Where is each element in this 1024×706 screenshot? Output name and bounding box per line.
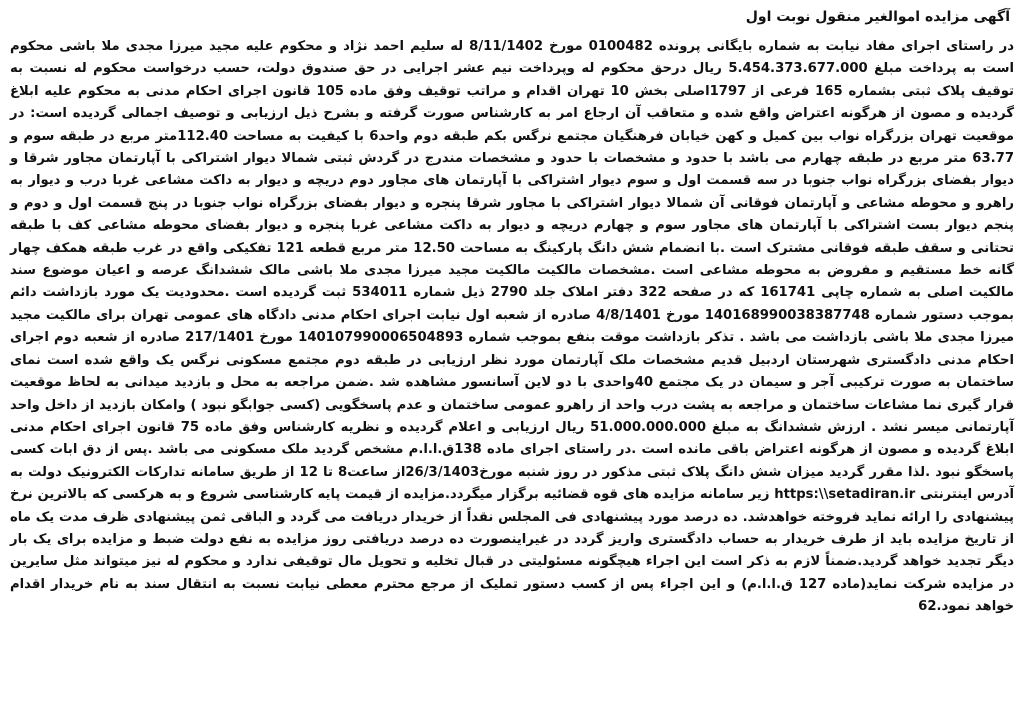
notice-title: آگهی مزایده اموالغیر منقول نوبت اول [745, 9, 1010, 25]
notice-body: در راستای اجرای مفاد نیابت به شماره بایگانی پرونده 0100482 مورخ 8/11/1402 له سلیم احمد نژاد و محکوم علیه مجید میرزا مجدی ملا باشی محکوم است به پرداخت مبلغ 5.454.373.677.000 ریال درحق محکوم له وپرداخت نیم عشر اجرایی در حق صندوق دولت، حسب درخواست محکوم له نسبت به توقیف پلاک ثبتی بشماره 165 فرعی از 1797اصلی بخش 10 تهران اقدام و مراتب توقیف وفق ماده 105 قانون اجرای احکام مدنی به محکوم علیه ابلاغ گردیده و مصون از هرگونه اعتراض واقع شده و متعاقب آن ارجاع امر به کارشناس صورت گرفته و بشرح ذیل ارزیابی و توصیف اجمالی گردیده است: در موقعیت تهران بزرگراه نواب بین کمیل و کهن خیابان فرهنگیان مجتمع نرگس بکم طبقه دوم واحد6 با کیفیت به مساحت 112.40متر مربع در طبقه سوم و 63.77 متر مربع در طبقه چهارم می باشد با حدود و مشخصات با حدود و مشخصات مندرج در گردش ثبتی شمالا دیوار اشتراکی با آپارتمان مجاور شرقا و دیوار بفضای بزرگراه نواب جنوبا در سه قسمت اول و سوم دیوار اشتراکی با آپارتمان های مجاور دوم دریچه و دیوار به داکت مشاعی غربا درب و دیوار به راهرو و محوطه مشاعی و آپارتمان فوقانی آن شمالا دیوار اشتراکی با مجاور شرقا پنجره و دیوار بفضای بزرگراه نواب جنوبا در پنج قسمت اول و دوم و پنجم دیوار بست اشتراکی با آپارتمان های مجاور سوم و چهارم دریچه و دیوار به داکت مشاعی غربا پنجره و دیوار بفضای محوطه مشاعی کف با طبقه تحتانی و سقف طبقه فوقانی مشترک است .با انضمام شش دانگ پارکینگ به مساحت 12.50 متر مربع قطعه 121 تفکیکی واقع در غرب طبقه همکف چهار گانه خط مستقیم و مفروض به محوطه مشاعی است .مشخصات مالکیت مالکیت مجید میرزا مجدی ملا باشی مالک ششدانگ عرصه و اعیان موضوع سند مالکیت اصلی به شماره چاپی 161741 که در صفحه 322 دفتر املاک جلد 2790 ذیل شماره 534011 ثبت گردیده است .محدودیت یک مورد بازداشت دائم بموجب دستور شماره 140168990038387748 مورخ 4/8/1401 صادره از شعبه اول نیابت اجرای احکام مدنی دادگاه های عمومی تهران برای مالکیت مجید میرزا مجدی ملا باشی بازداشت می باشد . تذکر بازداشت موقت بنفع بموجب شماره 140107990006504893 مورخ 217/1401 صادره از شعبه دوم اجرای احکام مدنی دادگستری شهرستان اردبیل قدیم مشخصات ملک آپارتمان مورد نظر ارزیابی در طبقه دوم مجتمع مسکونی نرگس یک واقع شده است نمای ساختمان به صورت ترکیبی آجر و سیمان در یک مجتمع 40واحدی با دو لاین آسانسور مشاهده شد .ضمن مراجعه به محل و بازدید میدانی به لحاظ موقعیت قرار گیری نما مشاعات ساختمان و مراجعه به پشت درب واحد از راهرو عمومی ساختمان و عدم پاسخگویی (کسی جوابگو نبود ) وامکان بازدید از داخل واحد آپارتمانی میسر نشد . ارزش ششدانگ به مبلغ 51.000.000.000 ریال ارزیابی و اعلام گردیده و نظریه کارشناس وفق ماده 75 قانون اجرای احکام مدنی ابلاغ گردیده و مصون از هرگونه اعتراض باقی مانده است .در راستای اجرای ماده 138ق.ا.ا.م مشخص گردید ملک مسکونی می باشد .پس از دق ابات کسی پاسخگو نبود .لذا مقرر گردید میزان شش دانگ پلاک ثبتی مذکور در روز شنبه مورخ26/3/1403از ساعت8 تا 12 از طریق سامانه تدارکات الکترونیک دولت به آدرس اینترنتی https:\\setadiran.ir زیر سامانه مزایده های قوه قضائیه برگزار میگردد.مزایده از قیمت پایه کارشناسی شروع و به هرکسی که بالاترین نرخ پیشنهادی را ارائه نماید فروخته خواهدشد. ده درصد مورد پیشنهادی فی المجلس نقداً از خریدار دریافت می گردد و الباقی ثمن پیشنهادی ظرف مدت یک ماه از تاریخ مزایده باید از طرف خریدار به حساب دادگستری واریز گردد در غیراینصورت ده درصد دریافتی روز مزایده به نفع دولت ضبط و مزایده برای یک بار دیگر تجدید خواهد گردید.ضمناً لازم به ذکر است این اجراء هیچگونه مسئولیتی در قبال تخلیه و تحویل مال توقیفی ندارد و محکوم له نیز میتواند مثل سایرین در مزایده شرکت نماید(ماده 127 ق.ا.ا.م) و این اجراء پس از کسب دستور تملیک از مرجع محترم معطی نیابت نسبت به انتقال سند به نام خریدار اقدام خواهد نمود.62 [10, 39, 1015, 615]
